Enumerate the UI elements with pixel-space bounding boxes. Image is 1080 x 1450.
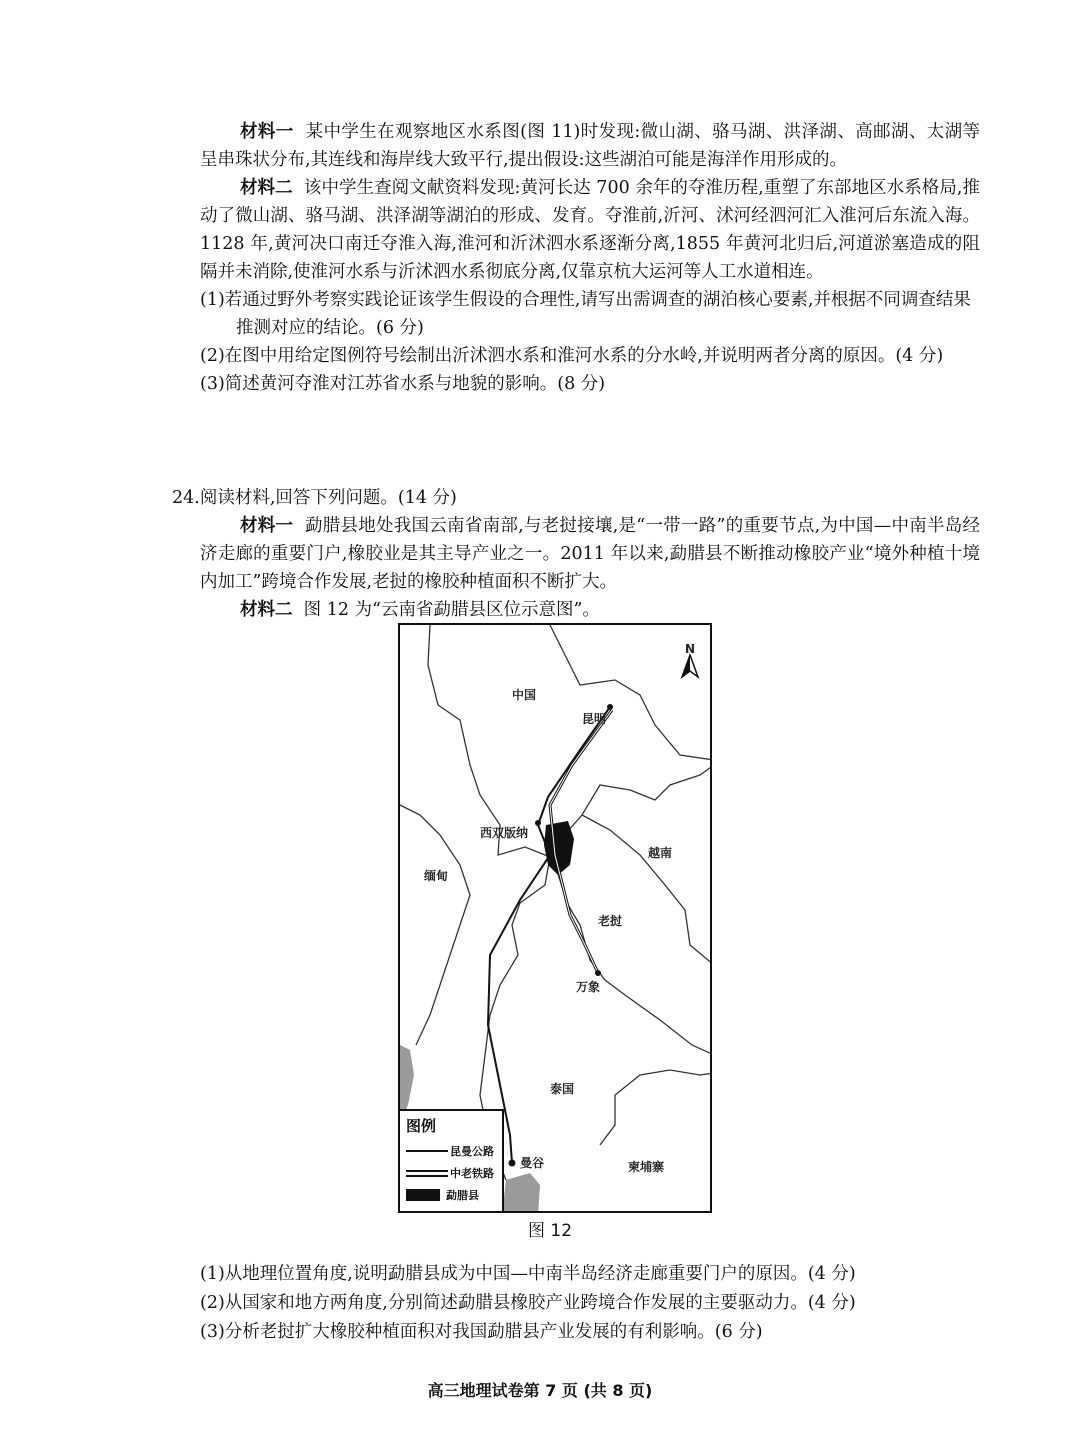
- border-thailand-cambodia: [615, 1070, 712, 1095]
- legend-county-label: 勐腊县: [446, 1189, 479, 1202]
- border-cambodia-west: [600, 1095, 615, 1145]
- legend-railway-label: 中老铁路: [450, 1167, 494, 1180]
- north-arrow: [682, 642, 698, 677]
- kunming-bangkok-highway: [488, 707, 610, 1163]
- legend-county: [406, 1187, 479, 1203]
- q23-block: [200, 118, 980, 398]
- material-label: 材料一: [240, 516, 294, 536]
- label-bangkok: 曼谷: [520, 1156, 545, 1170]
- border-laos-vietnam: [582, 815, 712, 965]
- xishuangbanna-dot: [535, 820, 541, 826]
- legend-railway: [406, 1165, 494, 1181]
- label-cambodia: 柬埔寨: [628, 1160, 665, 1174]
- label-myanmar: 缅甸: [424, 869, 449, 883]
- q24-questions: [200, 1260, 980, 1347]
- material-text: 某中学生在观察地区水系图(图 11)时发现:微山湖、骆马湖、洪泽湖、高邮湖、太湖等呈串珠状分布,其连线和海岸线大致平行,提出假设:这些湖泊可能是海洋作用形成的。: [200, 122, 980, 170]
- legend-title: 图例: [406, 1117, 437, 1135]
- legend-road-symbol: [406, 1150, 448, 1152]
- q24-sub-question-3: (3)分析老挝扩大橡胶种植面积对我国勐腊县产业发展的有利影响。(6 分): [200, 1322, 763, 1342]
- material-label: 材料二: [240, 178, 293, 198]
- material-label: 材料二: [240, 600, 293, 620]
- border-china-myanmar: [428, 625, 550, 857]
- north-label: N: [685, 642, 696, 656]
- sea-gulf-of-thailand: [502, 1173, 540, 1213]
- q23-material-2: [200, 174, 980, 286]
- figure-caption: 图 12: [528, 1221, 573, 1241]
- label-vietnam: 越南: [648, 846, 673, 860]
- bangkok-dot: [509, 1160, 516, 1167]
- legend-railway-symbol: [406, 1170, 448, 1177]
- country-borders: [400, 625, 712, 1180]
- q24-sub-question-1: (1)从地理位置角度,说明勐腊县成为中国—中南半岛经济走廊重要门户的原因。(4 分): [200, 1264, 856, 1284]
- label-thailand: 泰国: [550, 1082, 575, 1096]
- kunming-dot: [607, 704, 613, 710]
- q23-sub-question-1: (1)若通过野外考察实践论证该学生假设的合理性,请写出需调查的湖泊核心要素,并根据不同调查结果推测对应的结论。(6 分): [200, 290, 971, 338]
- material-text: 该中学生查阅文献资料发现:黄河长达 700 余年的夺淮历程,重塑了东部地区水系格局,推动了微山湖、骆马湖、洪泽湖等湖泊的形成、发育。夺淮前,沂河、沭河经泗河汇入淮河后东流入海。1128 年,黄河决口南迁夺淮入海,淮河和沂沭泗水系逐渐分离,1855 年黄河北归后,河道淤塞造成的阻隔并未消除,使淮河水系与沂沭泗水系彻底分离,仅靠京杭大运河等人工水道相连。: [200, 178, 981, 282]
- border-myanmar-west: [400, 805, 470, 1045]
- legend-road: [406, 1143, 494, 1159]
- q24-heading: 24.阅读材料,回答下列问题。(14 分): [172, 488, 457, 508]
- q23-sub-question-3: (3)简述黄河夺淮对江苏省水系与地貌的影响。(8 分): [200, 374, 606, 394]
- q23-material-1: [200, 118, 980, 174]
- q24-sub-question-2: (2)从国家和地方两角度,分别简述勐腊县橡胶产业跨境合作发展的主要驱动力。(4 分): [200, 1293, 856, 1313]
- border-laos-thailand: [555, 865, 712, 1055]
- legend-county-symbol: [406, 1189, 440, 1201]
- material-label: 材料一: [240, 122, 294, 142]
- q23-sub-question-2: (2)在图中用给定图例符号绘制出沂沭泗水系和淮河水系的分水岭,并说明两者分离的原因。(4 分): [200, 346, 944, 366]
- q24-material-1: [172, 512, 980, 596]
- label-kunming: 昆明: [582, 712, 607, 726]
- border-china-vietnam: [550, 765, 712, 857]
- material-text: 图 12 为“云南省勐腊县区位示意图”。: [303, 600, 600, 620]
- q24-block: [172, 484, 980, 624]
- label-vientiane: 万象: [576, 980, 601, 994]
- page-footer: 高三地理试卷第 7 页 (共 8 页): [427, 1381, 653, 1400]
- q24-material-2: [172, 596, 972, 624]
- location-map: [398, 623, 712, 1213]
- legend-road-label: 昆曼公路: [450, 1145, 494, 1158]
- label-china: 中国: [512, 688, 537, 702]
- label-xishuangbanna: 西双版纳: [480, 826, 529, 840]
- material-text: 勐腊县地处我国云南省南部,与老挝接壤,是“一带一路”的重要节点,为中国—中南半岛经济走廊的重要门户,橡胶业是其主导产业之一。2011 年以来,勐腊县不断推动橡胶产业“境外种植十境内加工”跨境合作发展,老挝的橡胶种植面积不断扩大。: [200, 516, 980, 592]
- label-laos: 老挝: [598, 914, 623, 928]
- vientiane-dot: [595, 970, 601, 976]
- map-legend: [400, 1109, 504, 1211]
